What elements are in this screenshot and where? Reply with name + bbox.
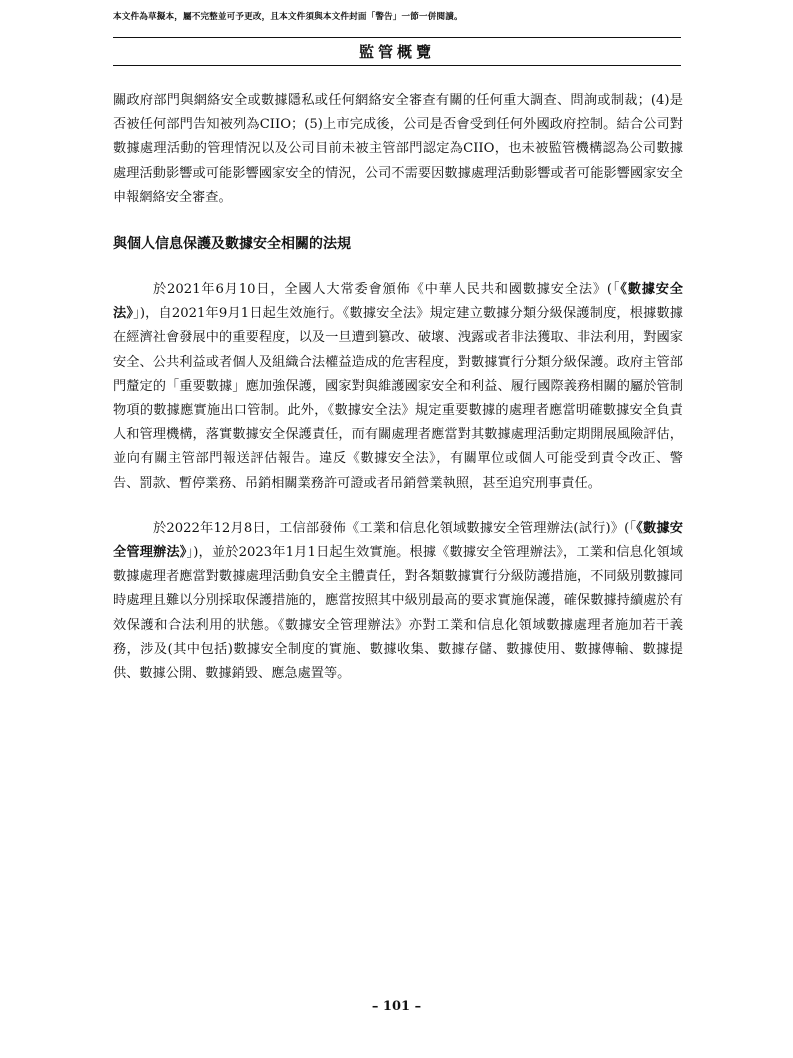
header-top-rule <box>113 37 681 38</box>
p1-text-b: 」)，自2021年9月1日起生效施行。《數據安全法》規定建立數據分類分級保護制度，根據數據在經濟社會發展中的重要程度，以及一旦遭到篡改、破壞、洩露或者非法獲取、非法利用，對國家安全、公共利益或者個人及組織合法權益造成的危害程度，對數據實行分類分級保護。政府主管部門釐定的「重要數據」應加強保護，國家對與維護國家安全和利益、履行國際義務相關的屬於管制物項的數據應實施出口管制。此外，《數據安全法》規定重要數據的處理者應當明確數據安全負責人和管理機構，落實數據安全保護責任，而有關處理者應當對其數據處理活動定期開展風險評估，並向有關主管部門報送評估報告。違反《數據安全法》，有關單位或個人可能受到責令改正、警告、罰款、暫停業務、吊銷相關業務許可證或者吊銷營業執照，甚至追究刑事責任。 <box>113 306 683 491</box>
p2-text-b: 」)，並於2023年1月1日起生效實施。根據《數據安全管理辦法》，工業和信息化領域數據處理者應當對數據處理活動負安全主體責任，對各類數據實行分級防護措施，不同級別數據同時處理且難以分別採取保護措施的，應當按照其中級別最高的要求實施保護，確保數據持續處於有效保護和合法利用的狀態。《數據安全管理辦法》亦對工業和信息化領域數據處理者施加若干義務，涉及(其中包括)數據安全制度的實施、數據收集、數據存儲、數據使用、數據傳輸、數據提供、數據公開、數據銷毀、應急處置等。 <box>113 545 683 682</box>
defined-term-data-security-law: 《數據安全法》 <box>113 282 683 322</box>
header-bottom-rule <box>113 65 681 66</box>
spacer <box>113 496 683 517</box>
intro-paragraph: 關政府部門與網絡安全或數據隱私或任何網絡安全審查有關的任何重大調查、問詢或制裁；(4)是否被任何部門告知被列為CIIO；(5)上市完成後，公司是否會受到任何外國政府控制。結合公司對數據處理活動的管理情況以及公司目前未被主管部門認定為CIIO，也未被監管機構認為公司數據處理活動影響或可能影響國家安全的情況，公司不需要因數據處理活動影響或者可能影響國家安全申報網絡安全審查。 <box>113 93 683 205</box>
section-heading: 與個人信息保護及數據安全相關的法規 <box>113 236 351 253</box>
defined-term-data-security-measures: 《數據安全管理辦法》 <box>113 520 683 561</box>
data-security-measures-paragraph <box>113 517 683 686</box>
section-header-title: 監管概覽 <box>358 43 435 61</box>
spacer <box>113 210 683 232</box>
p1-text-a: 於2021年6月10日，全國人大常委會頒佈《中華人民共和國數據安全法》(「 <box>153 282 621 298</box>
page-number: – 101 – <box>371 999 422 1014</box>
p2-text-a: 於2022年12月8日，工信部發佈《工業和信息化領域數據安全管理辦法(試行)》(「 <box>153 520 637 536</box>
main-content <box>113 89 683 686</box>
spacer <box>113 256 683 278</box>
data-security-law-paragraph <box>113 278 683 496</box>
draft-disclaimer: 本文件為草擬本，屬不完整並可予更改，且本文件須與本文件封面「警告」一節一併閱讀。 <box>113 12 463 22</box>
